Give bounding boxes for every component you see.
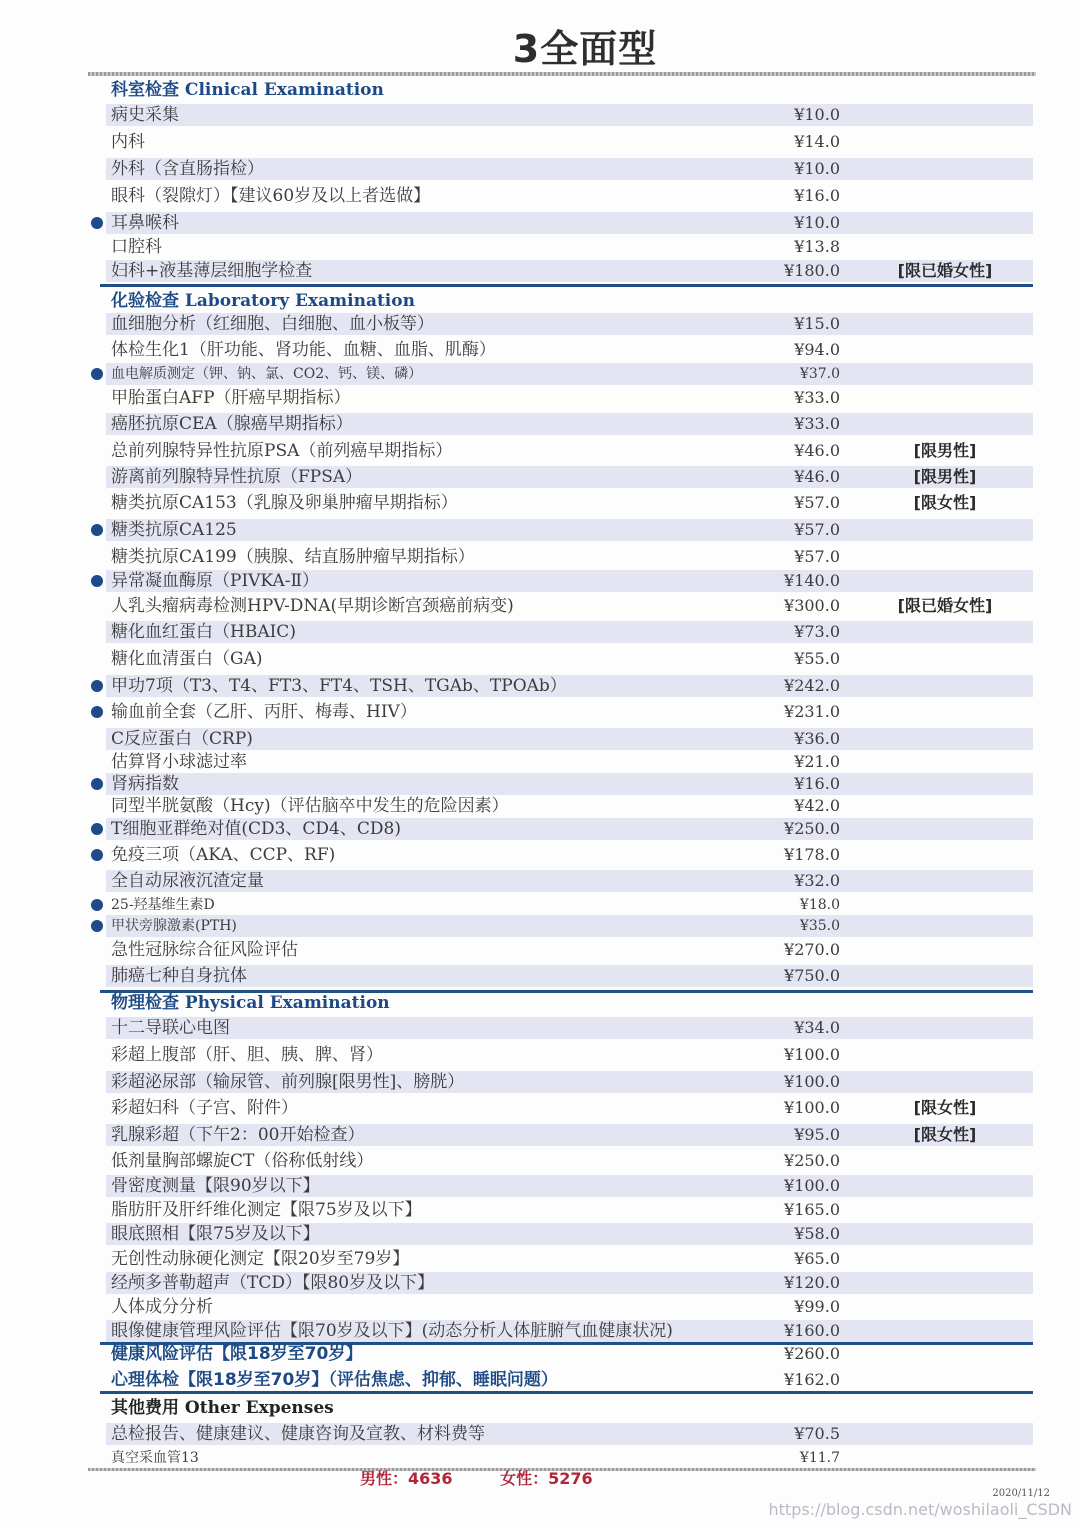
item-price: ¥160.0 (784, 1321, 840, 1340)
list-item (0, 1271, 1080, 1295)
item-price: ¥231.0 (784, 702, 840, 721)
restriction-note: [限已婚女性] (897, 596, 993, 615)
item-price: ¥178.0 (784, 845, 840, 864)
list-item (0, 1198, 1080, 1222)
item-name: 无创性动脉硬化测定【限20岁至79岁】 (111, 1249, 410, 1269)
item-name: 人乳头瘤病毒检测HPV-DNA(早期诊断宫颈癌前病变) (111, 596, 514, 616)
item-price: ¥35.0 (799, 918, 840, 934)
item-name: 糖化血清蛋白（GA) (111, 649, 263, 669)
item-name: 人体成分分析 (111, 1297, 213, 1317)
item-name: 彩超上腹部（肝、胆、胰、脾、肾） (111, 1045, 383, 1065)
item-name: 口腔科 (111, 237, 162, 257)
item-price: ¥10.0 (794, 105, 840, 124)
item-name: 游离前列腺特异性抗原（FPSA） (111, 467, 363, 487)
list-item (0, 674, 1080, 698)
list-item (0, 184, 1080, 208)
list-item (0, 465, 1080, 489)
restriction-note: [限已婚女性] (897, 261, 993, 280)
list-item (0, 1247, 1080, 1271)
item-name: 肾病指数 (111, 774, 179, 794)
list-item (0, 620, 1080, 644)
item-name: 体检生化1（肝功能、肾功能、血糖、血脂、肌酶） (111, 340, 496, 360)
section-header-lab: 化验检查 Laboratory Examination (111, 291, 415, 311)
list-item (0, 1368, 1080, 1392)
item-price: ¥16.0 (794, 774, 840, 793)
bullet-dot-icon (91, 368, 103, 380)
male-total: 男性：4636 (360, 1469, 453, 1488)
bullet-dot-icon (91, 706, 103, 718)
item-price: ¥46.0 (794, 441, 840, 460)
item-name: 血电解质测定（钾、钠、氯、CO2、钙、镁、磷） (111, 366, 423, 382)
watermark: https://blog.csdn.net/woshilaoli_CSDN (768, 1500, 1072, 1519)
item-price: ¥32.0 (794, 871, 840, 890)
list-item (0, 259, 1080, 283)
item-price: ¥95.0 (794, 1125, 840, 1144)
item-name: 彩超妇科（子宫、附件） (111, 1098, 298, 1118)
item-price: ¥55.0 (794, 649, 840, 668)
item-price: ¥250.0 (784, 1151, 840, 1170)
item-name: 估算肾小球滤过率 (111, 752, 247, 772)
item-name: 健康风险评估【限18岁至70岁】 (111, 1344, 363, 1364)
item-price: ¥140.0 (784, 571, 840, 590)
item-name: 甲状旁腺激素(PTH) (111, 918, 237, 934)
bullet-dot-icon (91, 680, 103, 692)
list-item (0, 362, 1080, 386)
item-name: T细胞亚群绝对值(CD3、CD4、CD8) (111, 819, 401, 839)
restriction-note: [限女性] (913, 493, 977, 512)
item-price: ¥57.0 (794, 520, 840, 539)
item-price: ¥16.0 (794, 186, 840, 205)
item-price: ¥270.0 (784, 940, 840, 959)
item-price: ¥18.0 (799, 897, 840, 913)
item-name: 脂肪肝及肝纤维化测定【限75岁及以下】 (111, 1200, 422, 1220)
item-name: 乳腺彩超（下午2：00开始检查） (111, 1125, 365, 1145)
item-name: 糖类抗原CA153（乳腺及卵巢肿瘤早期指标） (111, 493, 458, 513)
restriction-note: [限女性] (913, 1125, 977, 1144)
section-header-physical: 物理检查 Physical Examination (111, 993, 390, 1013)
item-price: ¥21.0 (794, 752, 840, 771)
item-name: 甲功7项（T3、T4、FT3、FT4、TSH、TGAb、TPOAb） (111, 676, 567, 696)
bullet-dot-icon (91, 920, 103, 932)
list-item (0, 869, 1080, 893)
item-price: ¥10.0 (794, 213, 840, 232)
item-name: 经颅多普勒超声（TCD）【限80岁及以下】 (111, 1273, 435, 1293)
list-item (0, 817, 1080, 841)
list-item (0, 1096, 1080, 1120)
list-item (0, 1043, 1080, 1067)
item-price: ¥11.7 (799, 1450, 840, 1466)
item-name: 总前列腺特异性抗原PSA（前列癌早期指标） (111, 441, 453, 461)
bullet-dot-icon (91, 217, 103, 229)
item-price: ¥260.0 (784, 1344, 840, 1363)
list-item (0, 235, 1080, 259)
item-name: 外科（含直肠指检） (111, 159, 264, 179)
list-item (0, 750, 1080, 774)
item-price: ¥34.0 (794, 1018, 840, 1037)
item-name: 甲胎蛋白AFP（肝癌早期指标） (111, 388, 351, 408)
item-name: 妇科+液基薄层细胞学检查 (111, 261, 313, 281)
item-price: ¥165.0 (784, 1200, 840, 1219)
item-price: ¥100.0 (784, 1098, 840, 1117)
list-item (0, 491, 1080, 515)
item-price: ¥14.0 (794, 132, 840, 151)
item-price: ¥57.0 (794, 493, 840, 512)
list-item (0, 338, 1080, 362)
item-price: ¥120.0 (784, 1273, 840, 1292)
item-price: ¥33.0 (794, 388, 840, 407)
item-name: 骨密度测量【限90岁以下】 (111, 1176, 320, 1196)
bullet-dot-icon (91, 849, 103, 861)
item-name: 输血前全套（乙肝、丙肝、梅毒、HIV） (111, 702, 417, 722)
list-item (0, 1123, 1080, 1147)
item-price: ¥242.0 (784, 676, 840, 695)
list-item (0, 103, 1080, 127)
list-item (0, 312, 1080, 336)
female-total: 女性：5276 (500, 1469, 593, 1488)
item-price: ¥36.0 (794, 729, 840, 748)
list-item (0, 211, 1080, 235)
list-item (0, 938, 1080, 962)
item-price: ¥99.0 (794, 1297, 840, 1316)
restriction-note: [限男性] (913, 467, 977, 486)
item-name: 总检报告、健康建议、健康咨询及宣教、材料费等 (111, 1424, 485, 1444)
bullet-dot-icon (91, 778, 103, 790)
item-name: 眼像健康管理风险评估【限70岁及以下】(动态分析人体脏腑气血健康状况) (111, 1321, 673, 1341)
item-price: ¥46.0 (794, 467, 840, 486)
item-price: ¥100.0 (784, 1045, 840, 1064)
item-name: 急性冠脉综合征风险评估 (111, 940, 298, 960)
item-price: ¥57.0 (794, 547, 840, 566)
list-item (0, 1149, 1080, 1173)
list-item (0, 1422, 1080, 1446)
list-item (0, 157, 1080, 181)
item-name: 病史采集 (111, 105, 179, 125)
item-price: ¥300.0 (784, 596, 840, 615)
item-price: ¥10.0 (794, 159, 840, 178)
item-name: 肺癌七种自身抗体 (111, 966, 247, 986)
section-header-clinical: 科室检查 Clinical Examination (111, 80, 384, 100)
list-item (0, 794, 1080, 818)
item-name: 十二导联心电图 (111, 1018, 230, 1038)
list-item (0, 1319, 1080, 1343)
item-name: 血细胞分析（红细胞、白细胞、血小板等） (111, 314, 434, 334)
item-name: 彩超泌尿部（输尿管、前列腺[限男性]、膀胱） (111, 1072, 465, 1092)
list-item (0, 1016, 1080, 1040)
bullet-dot-icon (91, 823, 103, 835)
item-name: 糖化血红蛋白（HBAIC) (111, 622, 296, 642)
list-item (0, 518, 1080, 542)
list-item (0, 1174, 1080, 1198)
list-item (0, 772, 1080, 796)
bullet-dot-icon (91, 899, 103, 911)
list-item (0, 727, 1080, 751)
item-name: 内科 (111, 132, 145, 152)
list-item (0, 843, 1080, 867)
item-price: ¥73.0 (794, 622, 840, 641)
item-name: 耳鼻喉科 (111, 213, 179, 233)
restriction-note: [限男性] (913, 441, 977, 460)
item-price: ¥33.0 (794, 414, 840, 433)
item-name: 糖类抗原CA199（胰腺、结直肠肿瘤早期指标） (111, 547, 475, 567)
item-name: 低剂量胸部螺旋CT（俗称低射线） (111, 1151, 374, 1171)
list-item (0, 1342, 1080, 1366)
list-item (0, 964, 1080, 988)
item-price: ¥42.0 (794, 796, 840, 815)
list-item (0, 647, 1080, 671)
list-item (0, 700, 1080, 724)
restriction-note: [限女性] (913, 1098, 977, 1117)
item-name: 眼科（裂隙灯）【建议60岁及以上者选做】 (111, 186, 431, 206)
item-price: ¥94.0 (794, 340, 840, 359)
list-item (0, 914, 1080, 938)
item-name: 真空采血管13 (111, 1450, 199, 1466)
item-price: ¥15.0 (794, 314, 840, 333)
item-name: 糖类抗原CA125 (111, 520, 237, 540)
item-name: 眼底照相【限75岁及以下】 (111, 1224, 320, 1244)
item-name: 全自动尿液沉渣定量 (111, 871, 264, 891)
page-title: 3全面型 (512, 27, 658, 71)
item-name: 异常凝血酶原（PIVKA-Ⅱ） (111, 571, 320, 591)
list-item (0, 386, 1080, 410)
item-name: 癌胚抗原CEA（腺癌早期指标） (111, 414, 353, 434)
section-header-other: 其他费用 Other Expenses (111, 1398, 334, 1418)
item-name: 同型半胱氨酸（Hcy)（评估脑卒中发生的危险因素） (111, 796, 509, 816)
print-date: 2020/11/12 (992, 1488, 1050, 1499)
list-item (0, 1295, 1080, 1319)
list-item (0, 1222, 1080, 1246)
item-name: 25-羟基维生素D (111, 897, 215, 913)
list-item (0, 545, 1080, 569)
item-price: ¥250.0 (784, 819, 840, 838)
totals (360, 1466, 635, 1489)
item-name: C反应蛋白（CRP) (111, 729, 253, 749)
list-item (0, 594, 1080, 618)
bullet-dot-icon (91, 575, 103, 587)
item-price: ¥100.0 (784, 1176, 840, 1195)
item-name: 免疫三项（AKA、CCP、RF) (111, 845, 336, 865)
bullet-dot-icon (91, 524, 103, 536)
list-item (0, 439, 1080, 463)
item-price: ¥180.0 (784, 261, 840, 280)
item-price: ¥70.5 (794, 1424, 840, 1443)
item-price: ¥13.8 (794, 237, 840, 256)
item-price: ¥750.0 (784, 966, 840, 985)
item-name: 心理体检【限18岁至70岁】（评估焦虑、抑郁、睡眠问题） (111, 1370, 558, 1390)
list-item (0, 1070, 1080, 1094)
list-item (0, 569, 1080, 593)
item-price: ¥100.0 (784, 1072, 840, 1091)
list-item (0, 130, 1080, 154)
item-price: ¥37.0 (799, 366, 840, 382)
item-price: ¥162.0 (784, 1370, 840, 1389)
item-price: ¥65.0 (794, 1249, 840, 1268)
list-item (0, 412, 1080, 436)
item-price: ¥58.0 (794, 1224, 840, 1243)
